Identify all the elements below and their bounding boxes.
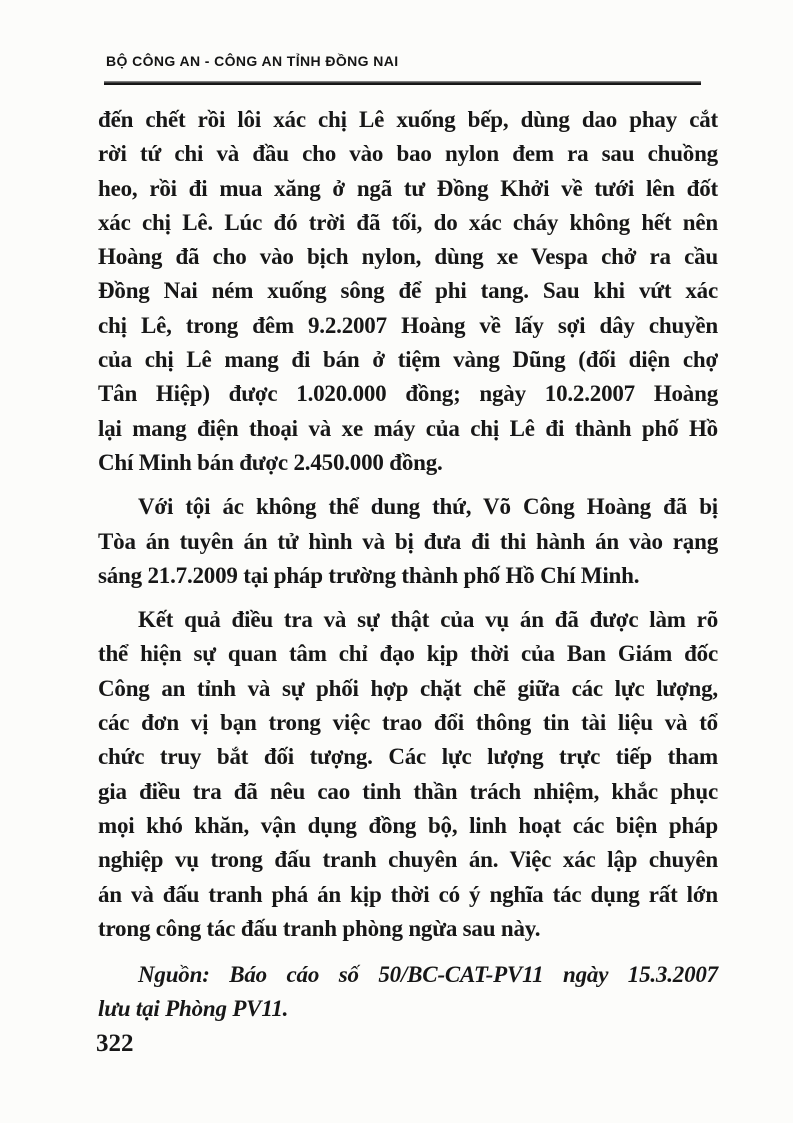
text-line: Hoàng đã cho vào bịch nylon, dùng xe Vespa chở ra cầu bbox=[98, 244, 718, 270]
text-line: Kết quả điều tra và sự thật của vụ án đã được làm rõ bbox=[138, 607, 718, 633]
text-line: nghiệp vụ trong đấu tranh chuyên án. Việc xác lập chuyên bbox=[98, 847, 718, 873]
text-line: sáng 21.7.2009 tại pháp trường thành phố Hồ Chí Minh. bbox=[98, 562, 640, 588]
text-line: đến chết rồi lôi xác chị Lê xuống bếp, dùng dao phay cắt bbox=[98, 107, 718, 132]
text-line: án và đấu tranh phá án kịp thời có ý nghĩa tác dụng rất lớn bbox=[98, 881, 718, 907]
text-line: rời tứ chi và đầu cho vào bao nylon đem ra sau chuồng bbox=[98, 141, 718, 167]
text-line: Chí Minh bán được 2.450.000 đồng. bbox=[98, 449, 443, 475]
text-line: trong công tác đấu tranh phòng ngừa sau này. bbox=[98, 915, 541, 941]
text-line: của chị Lê mang đi bán ở tiệm vàng Dũng (đối diện chợ bbox=[98, 347, 718, 373]
text-line: Nguồn: Báo cáo số 50/BC-CAT-PV11 ngày 15.3.2007 bbox=[138, 962, 718, 988]
text-line: Công an tỉnh và sự phối hợp chặt chẽ giữa các lực lượng, bbox=[98, 675, 718, 701]
text-line: chị Lê, trong đêm 9.2.2007 Hoàng về lấy sợi dây chuyền bbox=[98, 312, 718, 338]
text-line: gia điều tra đã nêu cao tinh thần trách nhiệm, khắc phục bbox=[98, 778, 718, 804]
text-line: Tân Hiệp) được 1.020.000 đồng; ngày 10.2.2007 Hoàng bbox=[98, 381, 718, 407]
source-citation bbox=[98, 958, 718, 1027]
text-line: Tòa án tuyên án tử hình và bị đưa đi thi hành án vào rạng bbox=[98, 528, 718, 554]
text-line: heo, rồi đi mua xăng ở ngã tư Đồng Khởi về tưới lên đốt bbox=[98, 175, 718, 201]
paragraph-verdict bbox=[98, 490, 718, 593]
text-line: Đồng Nai ném xuống sông để phi tang. Sau khi vứt xác bbox=[98, 278, 718, 304]
text-line: lưu tại Phòng PV11. bbox=[98, 996, 289, 1022]
header-rule bbox=[104, 81, 701, 85]
page-number: 322 bbox=[96, 1030, 134, 1057]
text-line: thể hiện sự quan tâm chỉ đạo kịp thời của Ban Giám đốc bbox=[98, 641, 718, 667]
text-line: lại mang điện thoại và xe máy của chị Lê đi thành phố Hồ bbox=[98, 415, 718, 441]
paragraph-conclusion bbox=[98, 603, 718, 946]
paragraph-continuation bbox=[98, 103, 718, 480]
page-body bbox=[98, 103, 718, 1027]
text-line: xác chị Lê. Lúc đó trời đã tối, do xác cháy không hết nên bbox=[98, 209, 718, 235]
text-line: các đơn vị bạn trong việc trao đổi thông tin tài liệu và tổ bbox=[98, 710, 718, 736]
text-line: chức truy bắt đối tượng. Các lực lượng trực tiếp tham bbox=[98, 744, 718, 770]
text-line: mọi khó khăn, vận dụng đồng bộ, linh hoạt các biện pháp bbox=[98, 812, 718, 838]
running-header: BỘ CÔNG AN - CÔNG AN TỈNH ĐỒNG NAI bbox=[106, 53, 399, 69]
text-line: Với tội ác không thể dung thứ, Võ Công Hoàng đã bị bbox=[138, 494, 718, 520]
